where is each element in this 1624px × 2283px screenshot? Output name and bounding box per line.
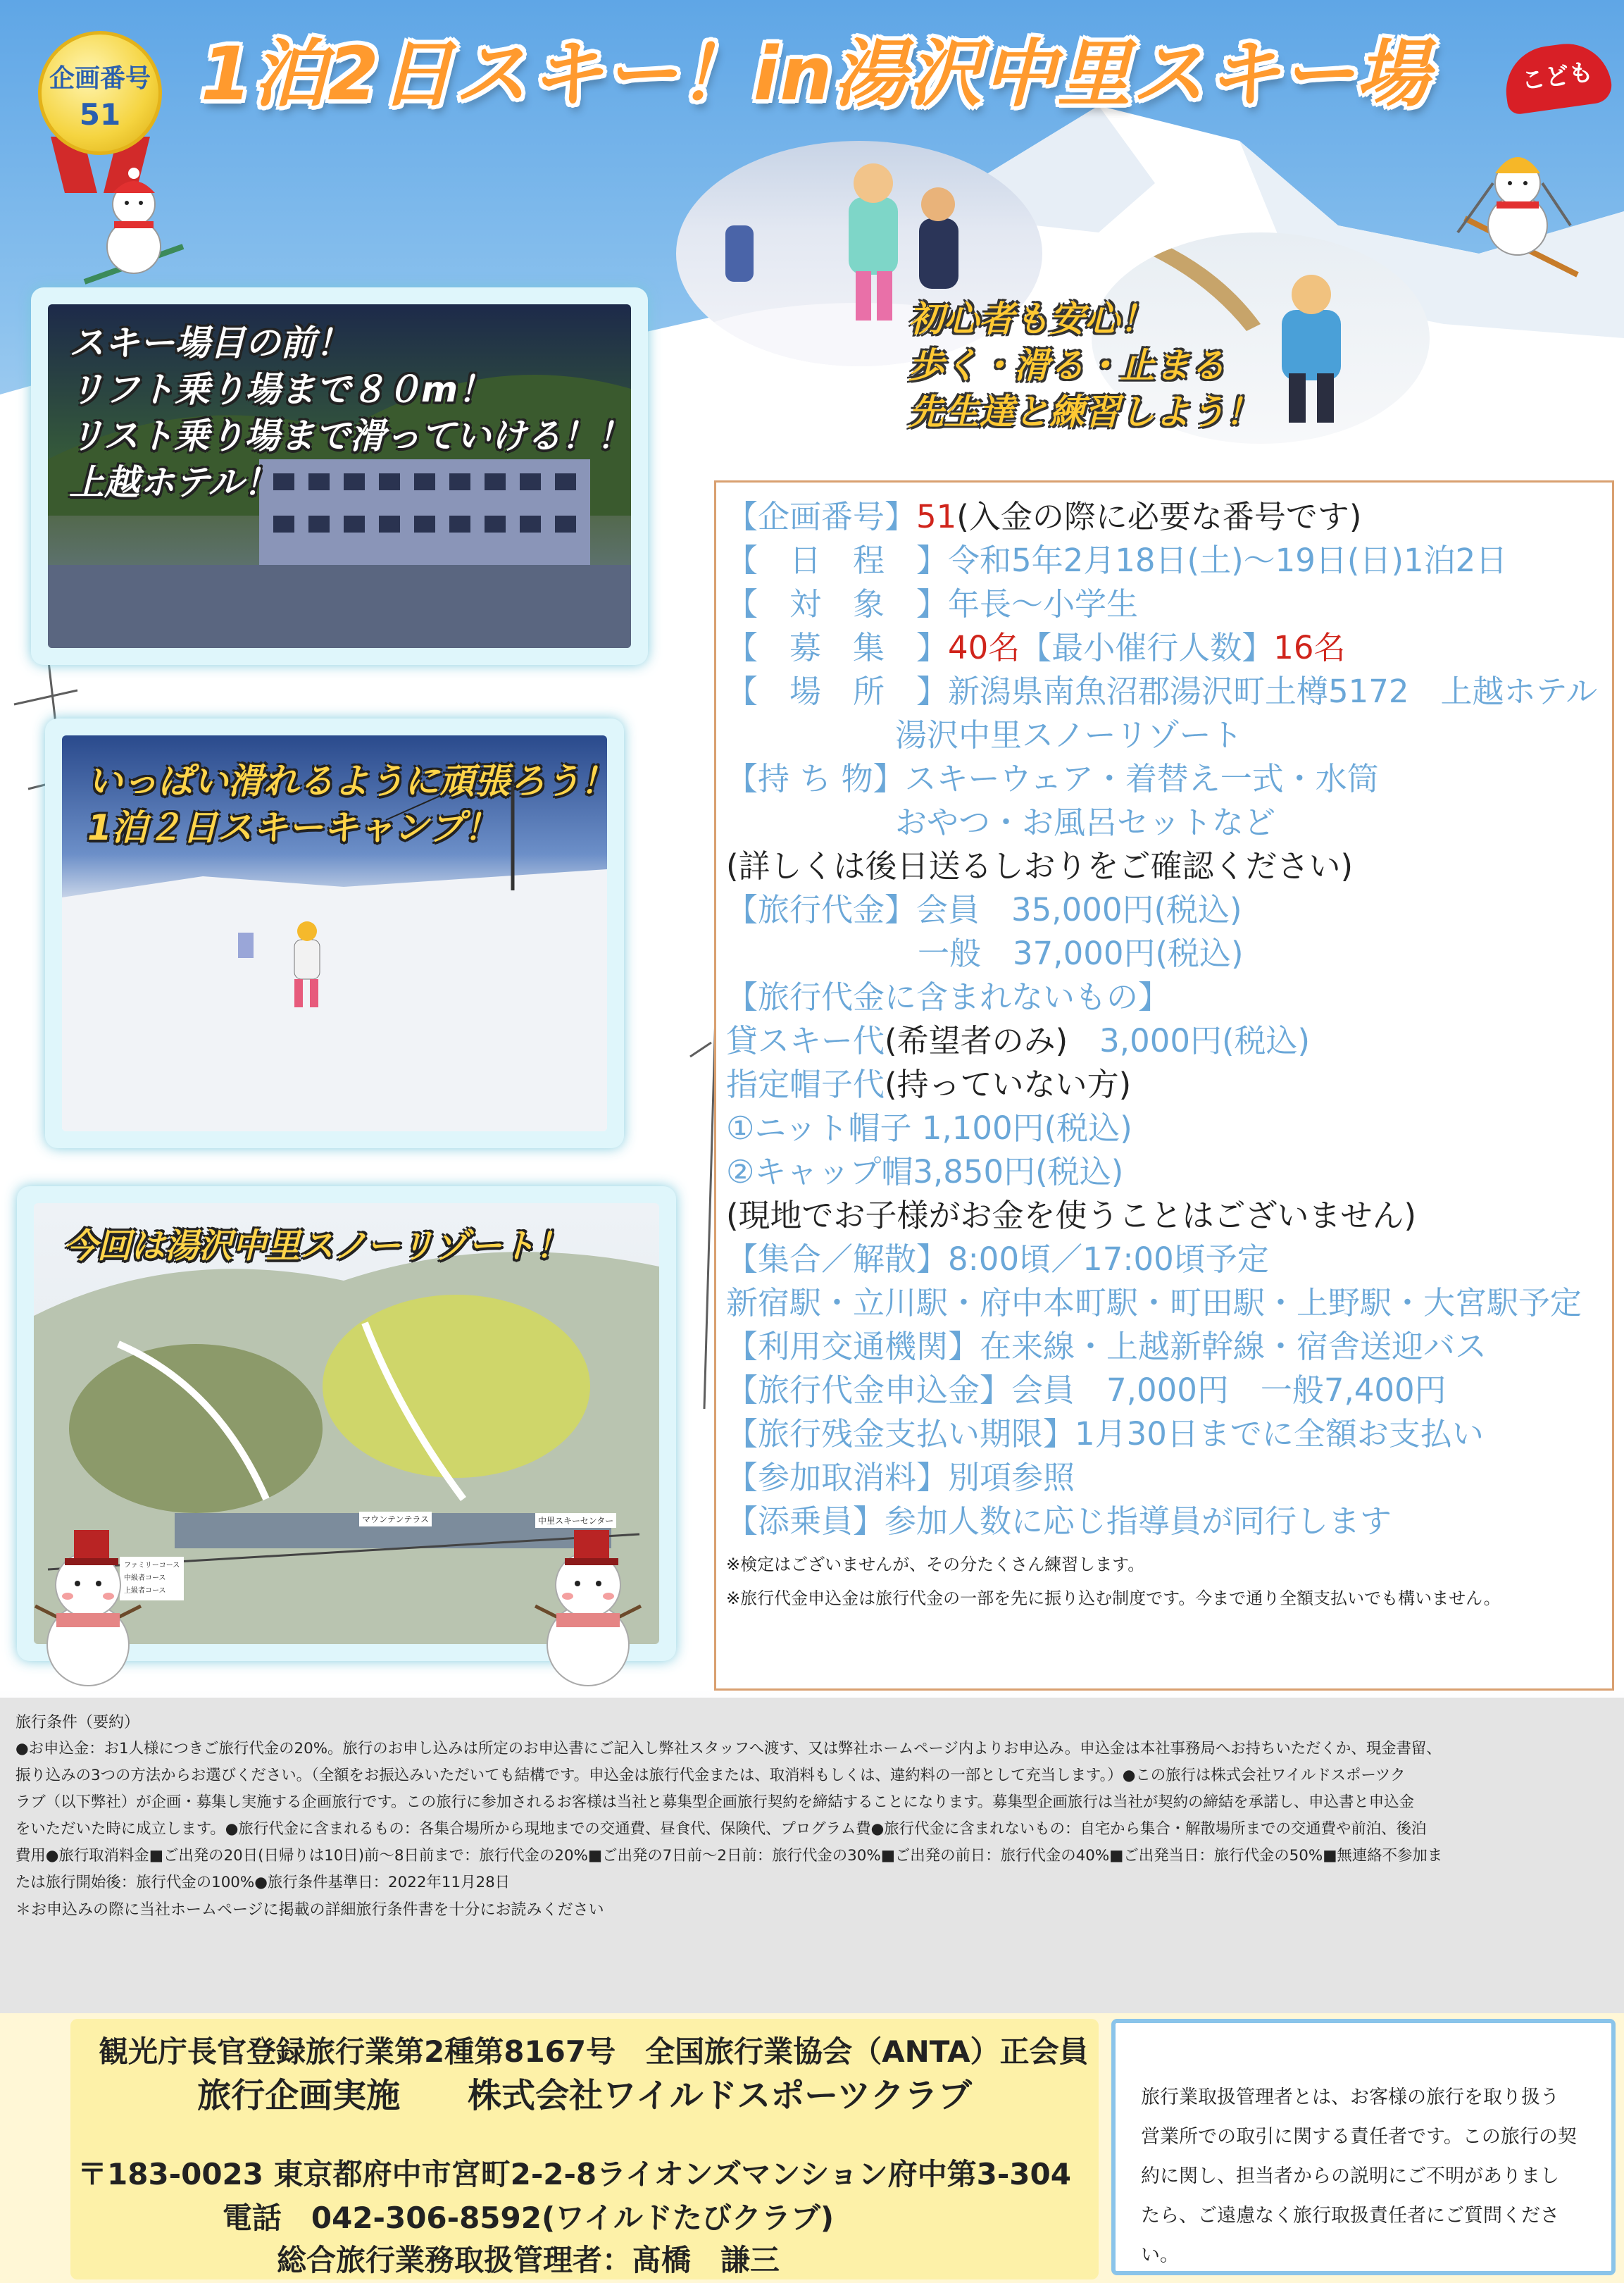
info-value: 16名	[1273, 629, 1346, 666]
info-value: 40名	[948, 629, 1020, 666]
info-label: 【利用交通機関】	[726, 1328, 980, 1365]
map-legend-item: 中級者コース	[124, 1574, 166, 1582]
info-money-note	[726, 1194, 1598, 1238]
info-value: スキーウェア・着替え一式・水筒	[904, 760, 1379, 797]
info-value: 会員 35,000円(税込)	[916, 891, 1242, 928]
info-value: 年長～小学生	[948, 585, 1139, 623]
map-legend-item: ファミリーコース	[124, 1562, 180, 1569]
footer-manager: 総合旅行業務取扱管理者：髙橋 謙三	[276, 2243, 780, 2277]
info-balance	[726, 1412, 1598, 1456]
hotel-caption-line: スキー場目の前！	[69, 323, 351, 363]
info-footnote: ※検定はございませんが、その分たくさん練習します。	[726, 1555, 1145, 1574]
info-label: 【企画番号】	[726, 498, 917, 535]
info-label: 【旅行残金支払い期限】	[726, 1415, 1075, 1452]
info-value: 令和5年2月18日(土)～19日(日)1泊2日	[948, 542, 1508, 579]
info-place-2	[726, 714, 1598, 757]
snowman-skier-icon	[1451, 141, 1585, 282]
info-label: 【旅行代金申込金】	[726, 1371, 1012, 1409]
footer-registration: 観光庁長官登録旅行業第2種第8167号 全国旅行業協会（ANTA）正会員	[99, 2034, 1089, 2069]
hotel-caption-line: リスト乗り場まで滑っていける！！	[69, 416, 632, 456]
snowman-skier-icon	[77, 162, 190, 289]
info-note: (持っていない方)	[885, 1066, 1132, 1103]
snowman-icon	[521, 1514, 655, 1691]
info-value: 新潟県南魚沼郡湯沢町土樽5172 上越ホテル	[948, 673, 1598, 710]
badge-medal	[38, 31, 162, 155]
kids-caption-line: 歩く・滑る・止まる	[908, 345, 1225, 386]
page-title: 1泊2日スキー！in湯沢中里スキー場	[201, 31, 1431, 117]
info-label: 【 日 程 】	[726, 542, 949, 579]
info-label: 【集合／解散】	[726, 1240, 949, 1278]
badge-number: 51	[79, 97, 121, 132]
kids-caption-line: 先生達と練習しよう！	[908, 392, 1261, 433]
badge-label: 企画番号	[49, 64, 151, 93]
footer-address: 〒183-0023 東京都府中市宮町2-2-8ライオンズマンション府中第3-304	[77, 2157, 1071, 2191]
kids-caption-line: 初心者も安心！	[908, 299, 1155, 340]
info-cancel	[726, 1456, 1598, 1500]
kids-caption	[908, 296, 1261, 435]
info-value: 湯沢中里スノーリゾート	[895, 716, 1243, 754]
info-hat-1	[726, 1107, 1598, 1150]
map-label: マウンテンテラス	[359, 1512, 432, 1526]
slope-caption-line: いっぱい滑れるように頑張ろう！	[87, 761, 616, 802]
info-value: 在来線・上越新幹線・宿舎送迎バス	[980, 1328, 1487, 1365]
terms-line: たは旅行開始後：旅行代金の100%●旅行条件基準日：2022年11月28日	[15, 1874, 511, 1891]
footer-phone: 電話 042-306-8592(ワイルドたびクラブ)	[222, 2201, 835, 2235]
manager-text-line: 約に関し、担当者からの説明にご不明がありまし	[1141, 2165, 1559, 2187]
hotel-caption	[69, 320, 632, 506]
info-label: 【 募 集 】	[726, 629, 949, 666]
info-value: 別項参照	[948, 1459, 1075, 1496]
info-value: 51	[916, 498, 957, 535]
info-rental	[726, 1019, 1598, 1063]
info-items-2	[726, 801, 1598, 845]
manager-text-line: 旅行業取扱管理者とは、お客様の旅行を取り扱う	[1141, 2086, 1559, 2108]
info-label: 【旅行代金】	[726, 891, 917, 928]
info-deposit	[726, 1369, 1598, 1412]
terms-note: ＊お申込みの際に当社ホームページに掲載の詳細旅行条件書を十分にお読みください	[15, 1901, 604, 1919]
hotel-caption-line: 上越ホテル！	[69, 462, 279, 503]
map-caption: 今回は湯沢中里スノーリゾート！	[63, 1226, 570, 1266]
slope-caption	[87, 758, 616, 851]
info-label: 【 対 象 】	[726, 585, 949, 623]
info-note: (希望者のみ)	[885, 1022, 1068, 1059]
info-meet	[726, 1238, 1598, 1281]
info-transport	[726, 1325, 1598, 1369]
info-value: 3,000円(税込)	[1068, 1022, 1311, 1059]
info-recruit	[726, 626, 1598, 670]
info-stations	[726, 1281, 1598, 1325]
info-excluded	[726, 976, 1598, 1019]
info-value: 一般 37,000円(税込)	[918, 935, 1244, 972]
manager-text-line: 営業所での取引に関する責任者です。この旅行の契	[1141, 2126, 1577, 2148]
info-label: 【参加取消料】	[726, 1459, 949, 1496]
info-note: (入金の際に必要な番号です)	[956, 498, 1362, 535]
info-label: 【持 ち 物】	[726, 760, 905, 797]
info-target	[726, 583, 1598, 626]
info-value: ②キャップ帽3,850円(税込)	[726, 1153, 1124, 1190]
info-label: 【最小催行人数】	[1020, 629, 1274, 666]
travel-terms	[0, 1698, 1624, 2013]
info-items	[726, 757, 1598, 801]
info-label: 【旅行代金に含まれないもの】	[726, 978, 1170, 1016]
kodomo-label: こども	[1500, 38, 1613, 116]
info-note: (詳しくは後日送るしおりをご確認ください)	[726, 847, 1354, 885]
terms-line: ●お申込金：お1人様につきご旅行代金の20%。旅行のお申し込みは所定のお申込書にご記入し弊社スタッフへ渡す、又は弊社ホームページ内よりお申込み。申込金は本社事務局へお持ちいただくか、現金書留、	[15, 1740, 1442, 1758]
info-label: 【 場 所 】	[726, 673, 949, 710]
manager-text-line: たら、ご遠慮なく旅行取扱責任者にご質問ください。	[1141, 2205, 1559, 2266]
info-place	[726, 670, 1598, 714]
info-hat	[726, 1063, 1598, 1107]
footer-company: 旅行企画実施 株式会社ワイルドスポーツクラブ	[197, 2076, 972, 2115]
hotel-caption-line: リフト乗り場まで８０m！	[69, 369, 494, 410]
info-date	[726, 539, 1598, 583]
info-value: 8:00頃／17:00頃予定	[948, 1240, 1269, 1278]
info-value: 新宿駅・立川駅・府中本町駅・町田駅・上野駅・大宮駅予定	[726, 1284, 1582, 1321]
map-legend-item: 上級者コース	[124, 1587, 166, 1595]
info-value: おやつ・お風呂セットなど	[895, 804, 1276, 841]
terms-line: 振り込みの3つの方法からお選びください。（全額をお振込みいただいても結構です。申込金は旅行代金または、取消料もしくは、違約料の一部として充当します。）●この旅行は株式会社ワイルドスポーツク	[15, 1767, 1406, 1784]
info-value: 指定帽子代	[726, 1066, 885, 1103]
info-fee-general	[726, 932, 1598, 976]
trip-info-box	[714, 480, 1614, 1691]
info-value: ①ニット帽子 1,100円(税込)	[726, 1109, 1132, 1147]
map-label: 中里スキーセンター	[535, 1513, 616, 1528]
info-hat-2	[726, 1150, 1598, 1194]
terms-line: をいただいた時に成立します。●旅行代金に含まれるもの：各集合場所から現地までの交通費、昼食代、保険代、プログラム費●旅行代金に含まれないもの：自宅から集合・解散場所までの交通費や前泊、後泊	[15, 1820, 1427, 1838]
info-value: 参加人数に応じ指導員が同行します	[885, 1503, 1392, 1540]
info-label: 【添乗員】	[726, 1503, 885, 1540]
snowman-icon	[21, 1514, 155, 1691]
info-note: (現地でお子様がお金を使うことはございません)	[726, 1197, 1417, 1234]
info-plan-number	[726, 495, 1598, 539]
info-value: 会員 7,000円 一般7,400円	[1011, 1371, 1447, 1409]
info-footnote: ※旅行代金申込金は旅行代金の一部を先に振り込む制度です。今まで通り全額支払いでも構いません。	[726, 1588, 1501, 1608]
manager-explanation-box	[1111, 2019, 1616, 2275]
info-value: 貸スキー代	[726, 1022, 885, 1059]
info-value: 1月30日までに全額お支払い	[1075, 1415, 1484, 1452]
info-detail-note	[726, 845, 1598, 888]
kodomo-cap-icon	[1504, 31, 1610, 116]
terms-heading: 旅行条件（要約）	[15, 1714, 140, 1731]
plan-number-badge	[30, 31, 170, 172]
terms-line: ラブ（以下弊社）が企画・募集し実施する企画旅行です。この旅行に参加されるお客様は当社と募集型企画旅行契約を締結することになります。募集型企画旅行は当社が契約の締結を承諾し、申込書と申込金	[15, 1793, 1414, 1811]
info-escort	[726, 1500, 1598, 1543]
info-fee	[726, 888, 1598, 932]
slope-caption-line: 1泊２日スキーキャンプ！	[87, 807, 499, 848]
terms-line: 費用●旅行取消料金■ご出発の20日(日帰りは10日)前～8日前まで：旅行代金の20%■ご出発の7日前～2日前：旅行代金の30%■ご出発の前日：旅行代金の40%■ご出発当日：旅行代金の50%■無連絡不参加ま	[15, 1847, 1443, 1865]
